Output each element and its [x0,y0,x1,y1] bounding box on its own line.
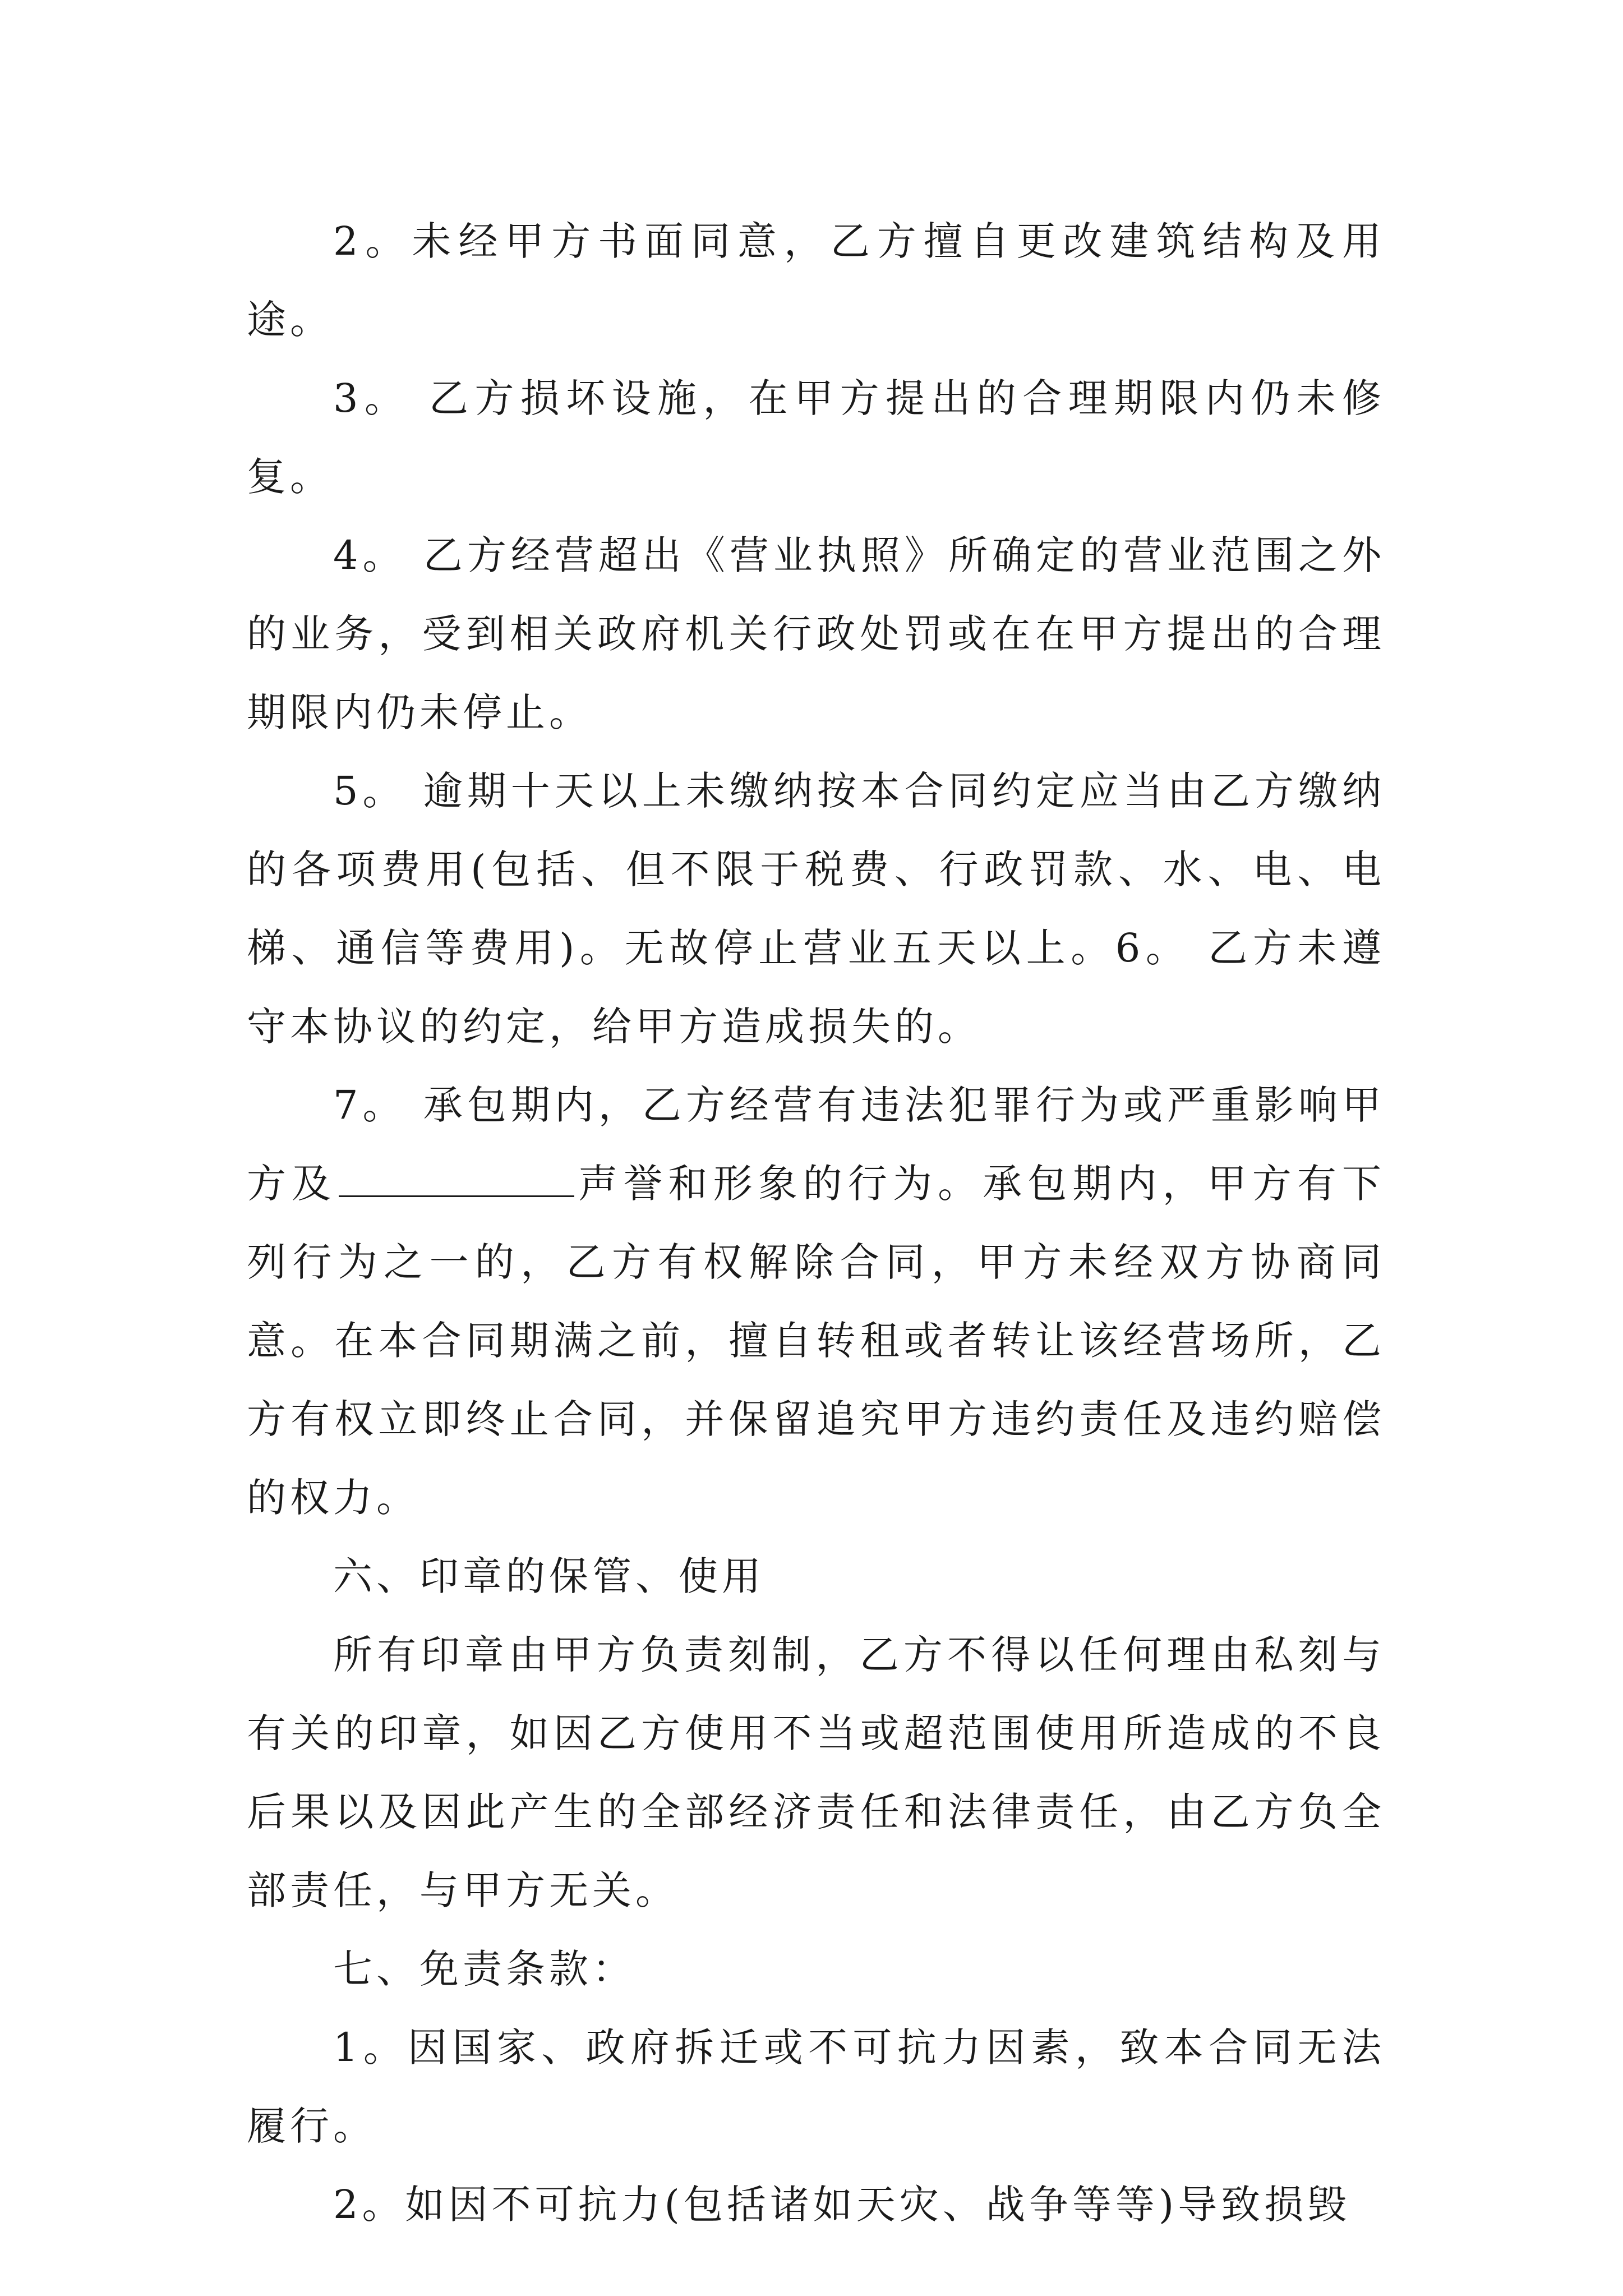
document-body [247,202,1385,2244]
section-6-body: 所有印章由甲方负责刻制，乙方不得以任何理由私刻与有关的印章，如因乙方使用不当或超范围使用所造成的不良后果以及因此产生的全部经济责任和法律责任，由乙方负全部责任，与甲方无关。 [247,1632,1385,1913]
clause-4-paragraph: 4。 乙方经营超出《营业执照》所确定的营业范围之外的业务，受到相关政府机关行政处罚或在在甲方提出的合理期限内仍未停止。 [247,532,1385,735]
clause-7-text-before-blank: 7。 承包期内，乙方经营有违法犯罪行为或严重影响甲方及 [247,1082,1385,1207]
clause-3-paragraph: 3。 乙方损坏设施，在甲方提出的合理期限内仍未修复。 [247,375,1385,500]
exemption-clause-1: 1。因国家、政府拆迁或不可抗力因素，致本合同无法履行。 [247,2024,1385,2149]
clause-2-paragraph: 2。未经甲方书面同意，乙方擅自更改建筑结构及用途。 [247,218,1385,343]
clause-5-paragraph: 5。 逾期十天以上未缴纳按本合同约定应当由乙方缴纳的各项费用(包括、但不限于税费、行政罚款、水、电、电梯、通信等费用)。无故停止营业五天以上。6。 乙方未遵守本协议的约定，给甲方造成损失的。 [247,768,1385,1050]
section-6-heading: 六、印章的保管、使用 [333,1553,765,1599]
blank-fill-line [339,1162,574,1197]
clause-7-paragraph [247,1066,1385,1537]
section-7-heading: 七、免责条款： [333,1946,635,1992]
clause-7-text-after-blank: 声誉和形象的行为。承包期内，甲方有下列行为之一的，乙方有权解除合同，甲方未经双方协商同意。在本合同期满之前，擅自转租或者转让该经营场所，乙方有权立即终止合同，并保留追究甲方违约责任及违约赔偿的权力。 [247,1161,1386,1521]
exemption-clause-2: 2。如因不可抗力(包括诸如天灾、战争等等)导致损毁 [333,2182,1351,2228]
